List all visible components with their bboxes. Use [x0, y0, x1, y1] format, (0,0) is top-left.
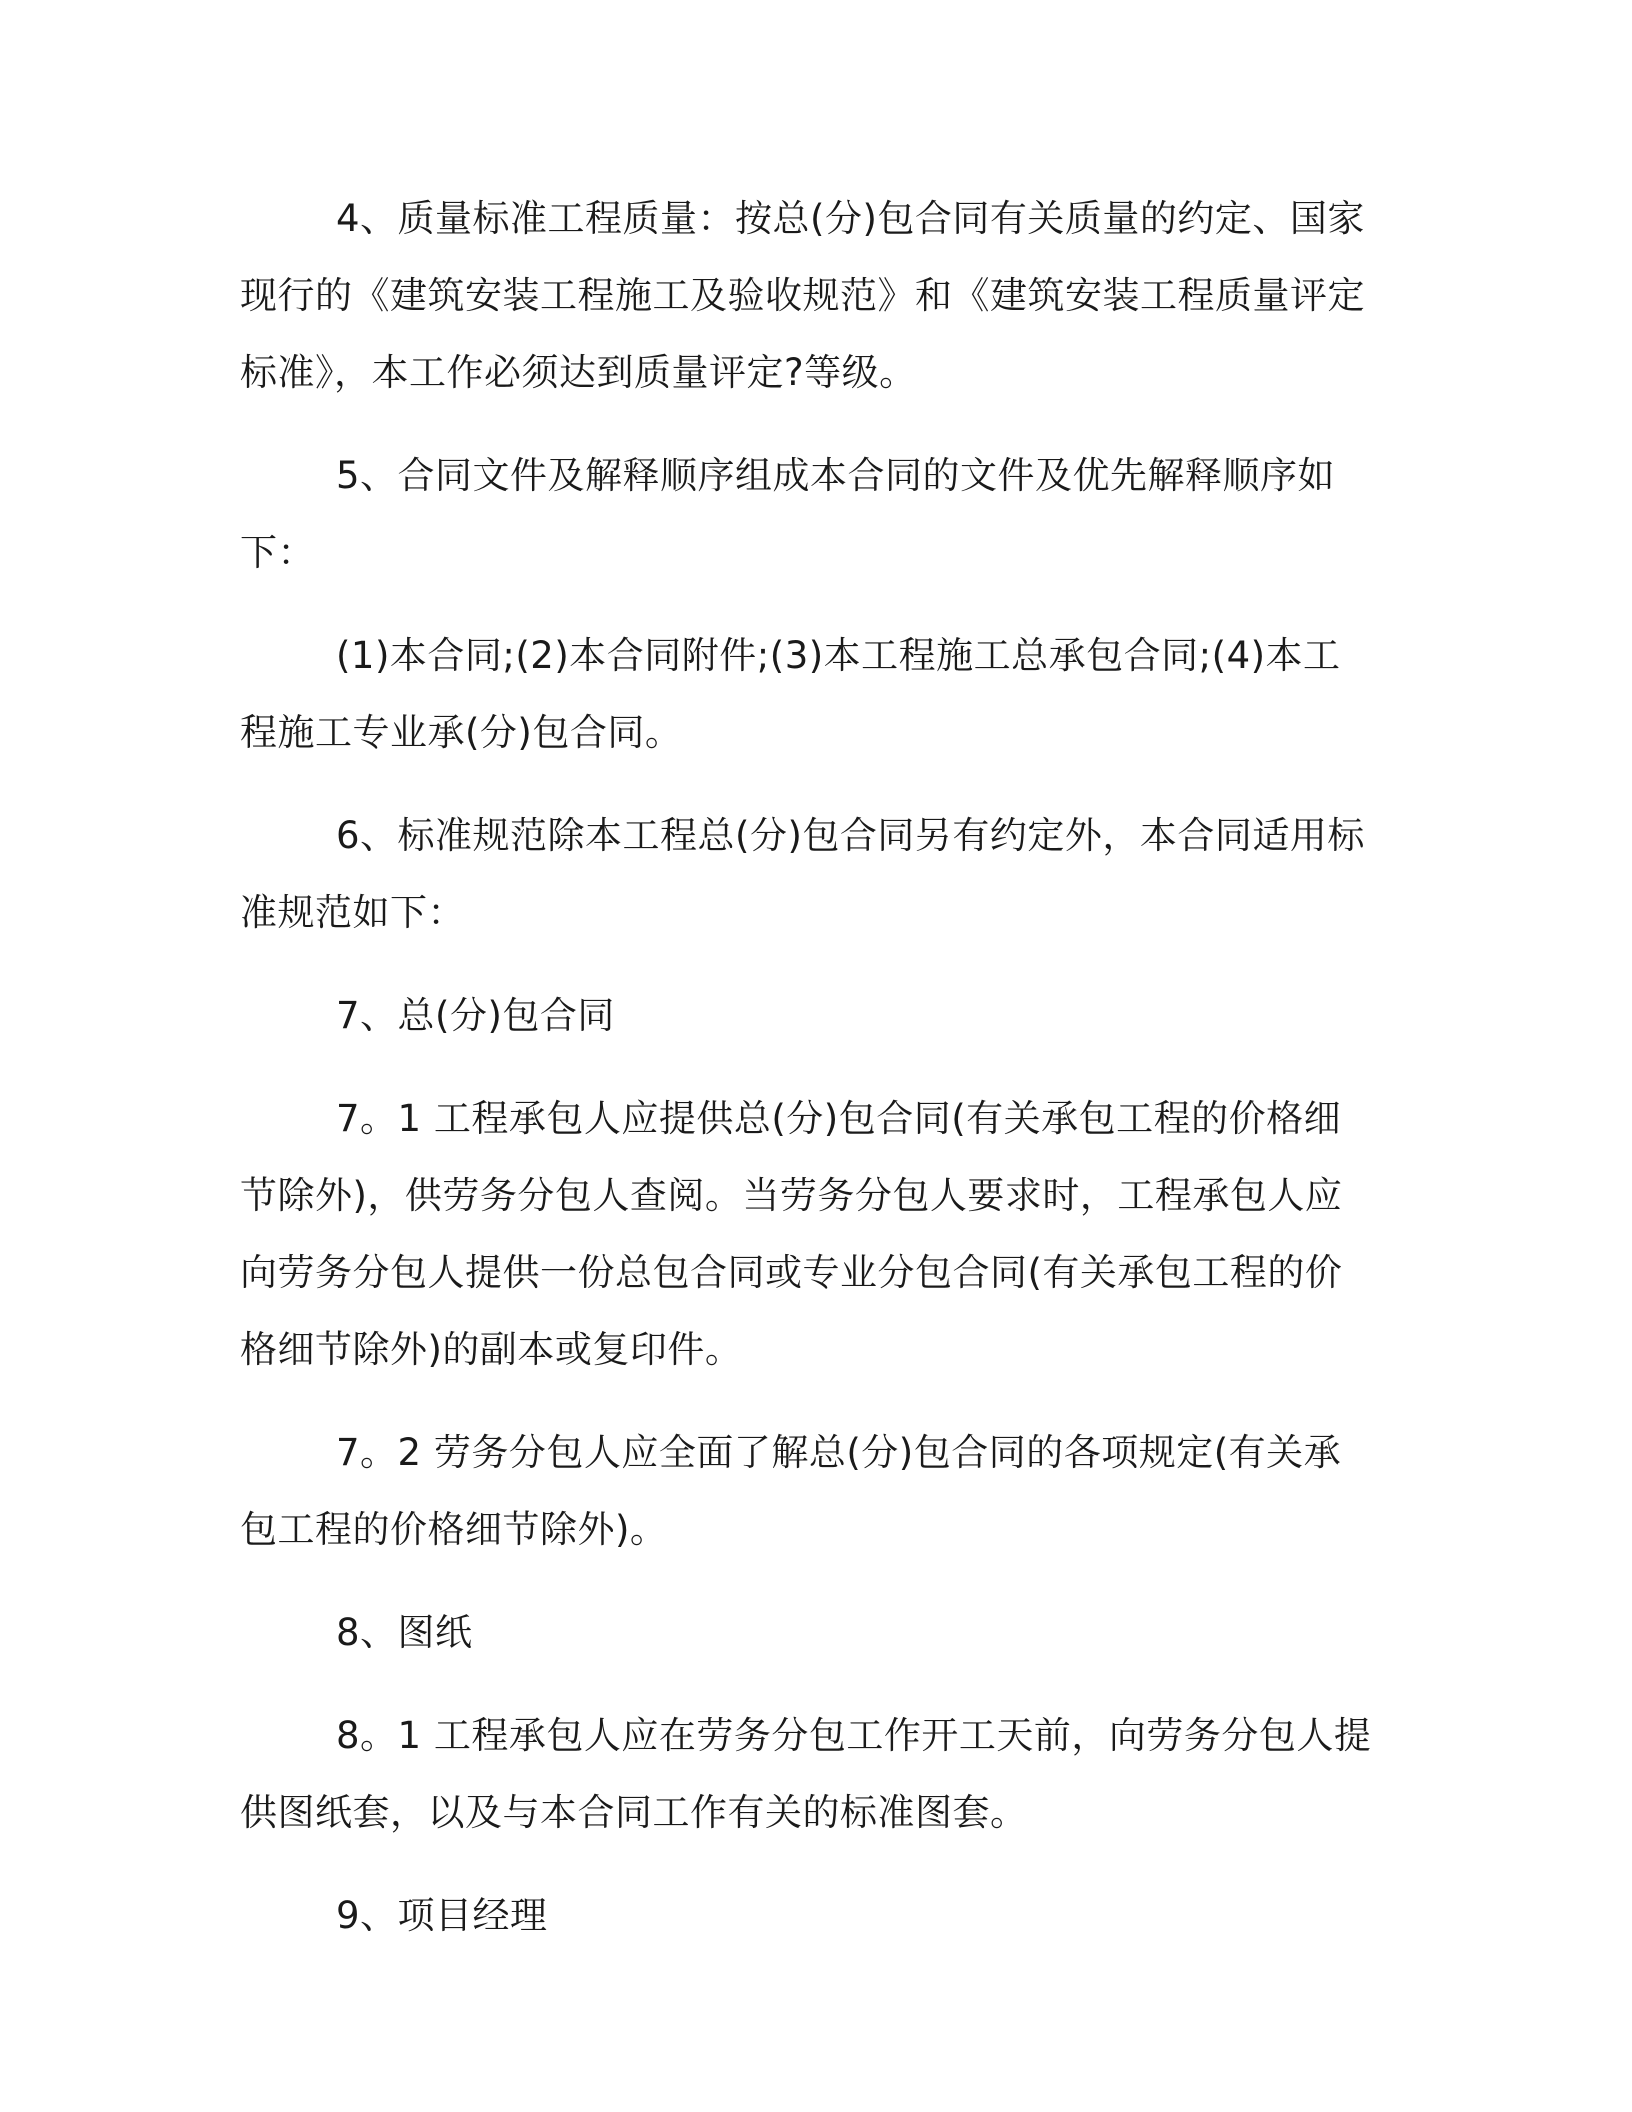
paragraph-clause-8-1: 8。1 工程承包人应在劳务分包工作开工天前，向劳务分包人提供图纸套，以及与本合同工作有关的标准图套。 [240, 1714, 1372, 1834]
document-body [240, 180, 1375, 1980]
paragraph-clause-7-1: 7。1 工程承包人应提供总(分)包合同(有关承包工程的价格细节除外)，供劳务分包人查阅。当劳务分包人要求时，工程承包人应向劳务分包人提供一份总包合同或专业分包合同(有关承包工程的价格细节除外)的副本或复印件。 [240, 1097, 1343, 1371]
heading-project-manager: 9、项目经理 [336, 1894, 548, 1937]
paragraph-document-order: (1)本合同;(2)本合同附件;(3)本工程施工总承包合同;(4)本工程施工专业承(分)包合同。 [240, 634, 1341, 754]
heading-drawings: 8、图纸 [336, 1611, 473, 1654]
paragraph-clause-7-2: 7。2 劳务分包人应全面了解总(分)包合同的各项规定(有关承包工程的价格细节除外)。 [240, 1431, 1342, 1551]
paragraph-standards: 6、标准规范除本工程总(分)包合同另有约定外，本合同适用标准规范如下： [240, 814, 1365, 934]
paragraph-contract-documents: 5、合同文件及解释顺序组成本合同的文件及优先解释顺序如下： [240, 454, 1336, 574]
paragraph-quality-standard: 4、质量标准工程质量：按总(分)包合同有关质量的约定、国家现行的《建筑安装工程施工及验收规范》和《建筑安装工程质量评定标准》，本工作必须达到质量评定?等级。 [240, 197, 1365, 394]
heading-general-contract: 7、总(分)包合同 [336, 994, 615, 1037]
